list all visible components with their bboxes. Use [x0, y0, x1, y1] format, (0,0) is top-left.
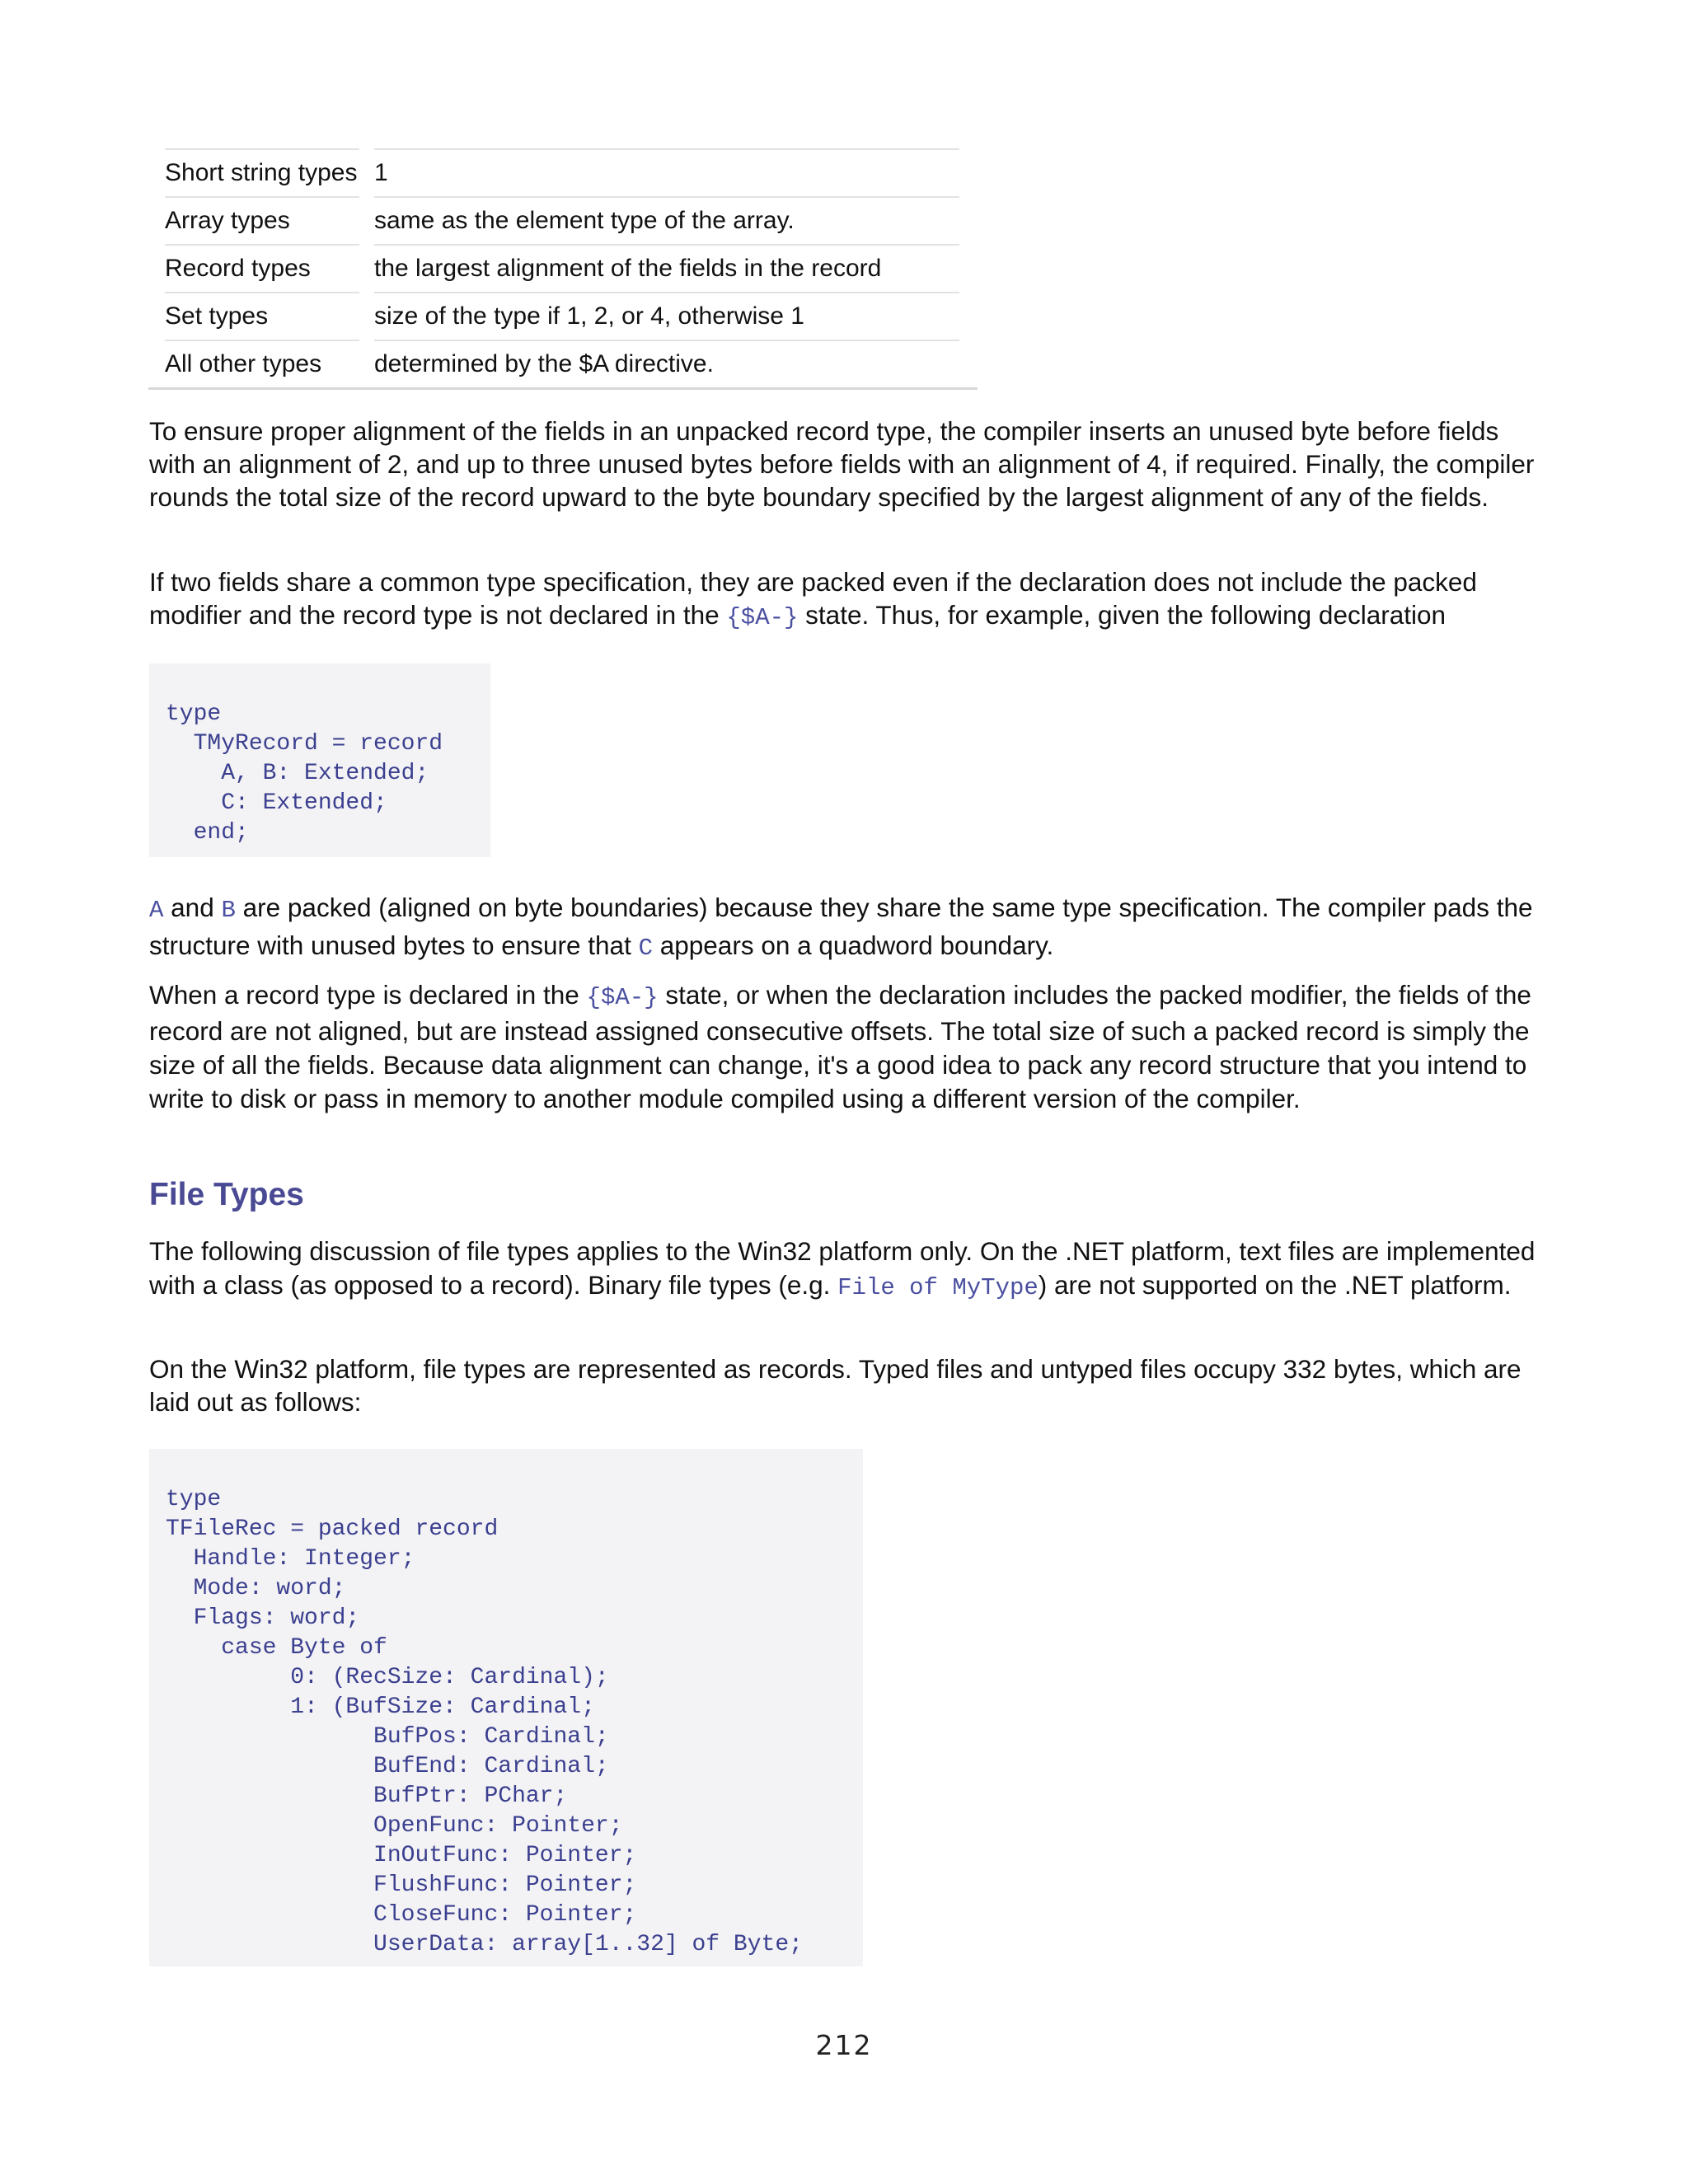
table-row [165, 148, 978, 196]
paragraph-shared-type [149, 565, 1542, 635]
code-line: type [166, 1487, 222, 1512]
code-line: Mode: word; [166, 1576, 346, 1601]
code-line: OpenFunc: Pointer; [166, 1813, 623, 1839]
alignment-cell: same as the element type of the array. [374, 196, 959, 244]
type-cell: Record types [165, 244, 359, 292]
paragraph-file-types-platform [149, 1235, 1542, 1305]
paragraph-text: appears on a quadword boundary. [652, 930, 1054, 960]
code-line: BufPtr: PChar; [166, 1783, 568, 1809]
alignment-cell: 1 [374, 148, 959, 196]
code-line: TMyRecord = record [166, 731, 443, 757]
table-row [165, 196, 978, 244]
page-number: 212 [815, 2029, 873, 2061]
code-block-tmyrecord [149, 663, 490, 857]
code-line: case Byte of [166, 1635, 387, 1661]
code-line: Flags: word; [166, 1605, 360, 1631]
type-cell: Set types [165, 292, 359, 340]
code-line: A, B: Extended; [166, 761, 429, 786]
inline-code: {$A-} [726, 604, 799, 631]
paragraph-text: When a record type is declared in the [149, 980, 587, 1010]
code-line: Handle: Integer; [166, 1546, 415, 1572]
paragraph-packing-example [149, 890, 1542, 966]
paragraph-alignment-rules: To ensure proper alignment of the fields in an unpacked record type, the compiler inserts an unused byte before fields with an alignment of 2, and up to three unused bytes before fields with an alignment of 4, if required. Finally, the compiler rounds the total size of the record upward to the byte boundary specified by the largest alignment of any of the fields. [149, 416, 1535, 512]
table-bottom-rule [148, 387, 978, 390]
code-line: TFileRec = packed record [166, 1516, 499, 1542]
table-row [165, 244, 978, 292]
alignment-cell: determined by the $A directive. [374, 340, 959, 387]
inline-code: {$A-} [586, 984, 659, 1011]
code-line: UserData: array[1..32] of Byte; [166, 1932, 803, 1957]
table-row [165, 292, 978, 340]
code-line: 0: (RecSize: Cardinal); [166, 1665, 609, 1690]
code-line: type [166, 701, 222, 727]
alignment-cell: the largest alignment of the fields in the record [374, 244, 959, 292]
paragraph-text: and [163, 893, 222, 922]
paragraph-text: are packed (aligned on byte boundaries) because they share the same type specification. The compiler pads the structure with unused bytes to ensure that [149, 893, 1533, 960]
paragraph-text: If two fields share a common type specification, they are packed even if the declaration does not include the packed modifier and the record type is not declared in the [149, 567, 1477, 630]
section-heading: File Types [149, 1177, 304, 1212]
inline-code: B [221, 897, 236, 924]
paragraph-text: state, or when the declaration includes the packed modifier, the fields of the record are not aligned, but are instead assigned consecutive offsets. The total size of such a packed record is simply the size of all the fields. Because data alignment can change, it's a good idea to pack any record structure that you intend to write to disk or pass in memory to another module compiled using a different version of the compiler. [149, 980, 1531, 1113]
alignment-cell: size of the type if 1, 2, or 4, otherwise 1 [374, 292, 959, 340]
paragraph-text: The following discussion of file types applies to the Win32 platform only. On the .NET platform, text files are implemented with a class (as opposed to a record). Binary file types (e.g. [149, 1236, 1536, 1300]
code-line: FlushFunc: Pointer; [166, 1872, 637, 1898]
code-line: BufEnd: Cardinal; [166, 1754, 609, 1779]
paragraph-file-record-layout: On the Win32 platform, file types are represented as records. Typed files and untyped files occupy 332 bytes, which are laid out as follows: [149, 1354, 1522, 1417]
inline-code: File of MyType [837, 1274, 1039, 1301]
code-line: CloseFunc: Pointer; [166, 1902, 637, 1928]
code-line: InOutFunc: Pointer; [166, 1843, 637, 1868]
type-cell: Short string types [165, 148, 359, 196]
paragraph-text: ) are not supported on the .NET platform. [1038, 1270, 1512, 1300]
code-line: BufPos: Cardinal; [166, 1724, 609, 1750]
alignment-table [165, 148, 978, 387]
code-line: 1: (BufSize: Cardinal; [166, 1694, 595, 1720]
code-block-tfilerec [149, 1449, 863, 1966]
paragraph-text: state. Thus, for example, given the following declaration [798, 600, 1447, 630]
paragraph-packed-records [149, 978, 1542, 1116]
table-row [165, 340, 978, 387]
code-line: C: Extended; [166, 790, 387, 816]
inline-code: A [149, 897, 164, 924]
type-cell: Array types [165, 196, 359, 244]
type-cell: All other types [165, 340, 359, 387]
inline-code: C [638, 935, 653, 962]
code-line: end; [166, 820, 249, 846]
